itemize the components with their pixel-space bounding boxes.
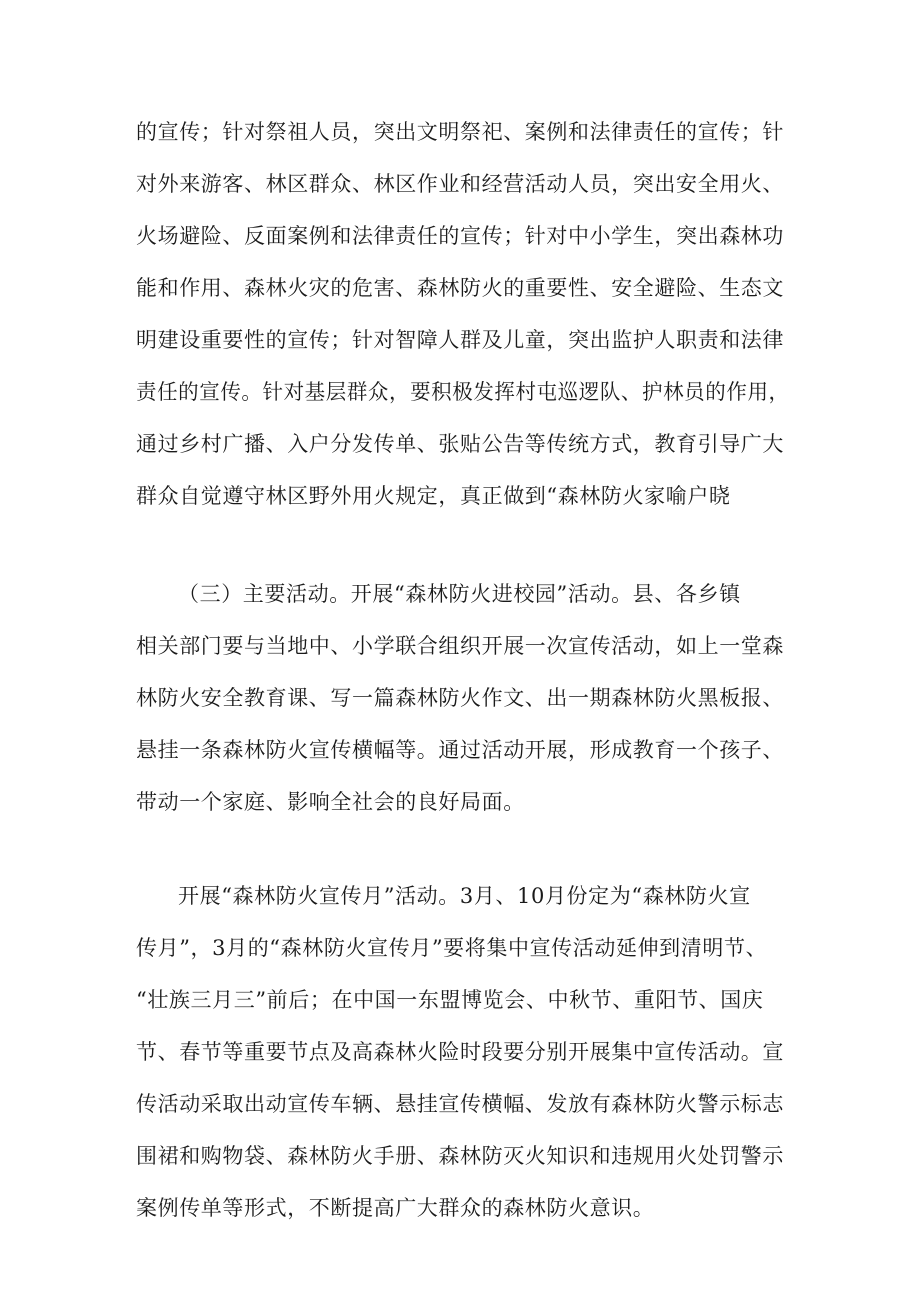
paragraph-line: 对外来游客、林区群众、林区作业和经营活动人员，突出安全用火、 [136, 172, 784, 196]
paragraph-line: （三）主要活动。开展“森林防火进校园”活动。县、各乡镇 [178, 582, 741, 606]
paragraph-line: 群众自觉遵守林区野外用火规定，真正做到“森林防火家喻户晓 [136, 484, 731, 508]
paragraph-line: 围裙和购物袋、森林防火手册、森林防灭火知识和违规用火处罚警示 [136, 1144, 784, 1168]
paragraph-line: 责任的宣传。针对基层群众，要积极发挥村屯巡逻队、护林员的作用， [136, 380, 790, 404]
paragraph-line: 开展“森林防火宣传月”活动。3月、10月份定为“森林防火宣 [178, 884, 751, 908]
paragraph-line: 火场避险、反面案例和法律责任的宣传；针对中小学生，突出森林功 [136, 224, 784, 248]
paragraph-line: 节、春节等重要节点及高森林火险时段要分别开展集中宣传活动。宣 [136, 1040, 784, 1064]
paragraph-line: 传月”，3月的“森林防火宣传月”要将集中宣传活动延伸到清明节、 [136, 936, 768, 960]
paragraph-line: “壮族三月三”前后；在中国一东盟博览会、中秋节、重阳节、国庆 [136, 988, 764, 1012]
paragraph-line: 相关部门要与当地中、小学联合组织开展一次宣传活动，如上一堂森 [136, 634, 784, 658]
paragraph-line: 林防火安全教育课、写一篇森林防火作文、出一期森林防火黑板报、 [136, 686, 784, 710]
paragraph-line: 带动一个家庭、影响全社会的良好局面。 [136, 790, 525, 814]
paragraph-line: 悬挂一条森林防火宣传横幅等。通过活动开展，形成教育一个孩子、 [136, 738, 784, 762]
paragraph-line: 的宣传；针对祭祖人员，突出文明祭祀、案例和法律责任的宣传；针 [136, 120, 784, 144]
paragraph-line: 通过乡村广播、入户分发传单、张贴公告等传统方式，教育引导广大 [136, 432, 784, 456]
paragraph-line: 能和作用、森林火灾的危害、森林防火的重要性、安全避险、生态文 [136, 276, 784, 300]
paragraph-line: 明建设重要性的宣传；针对智障人群及儿童，突出监护人职责和法律 [136, 328, 784, 352]
paragraph-line: 案例传单等形式，不断提高广大群众的森林防火意识。 [136, 1196, 655, 1220]
paragraph-line: 传活动采取出动宣传车辆、悬挂宣传横幅、发放有森林防火警示标志 [136, 1092, 784, 1116]
